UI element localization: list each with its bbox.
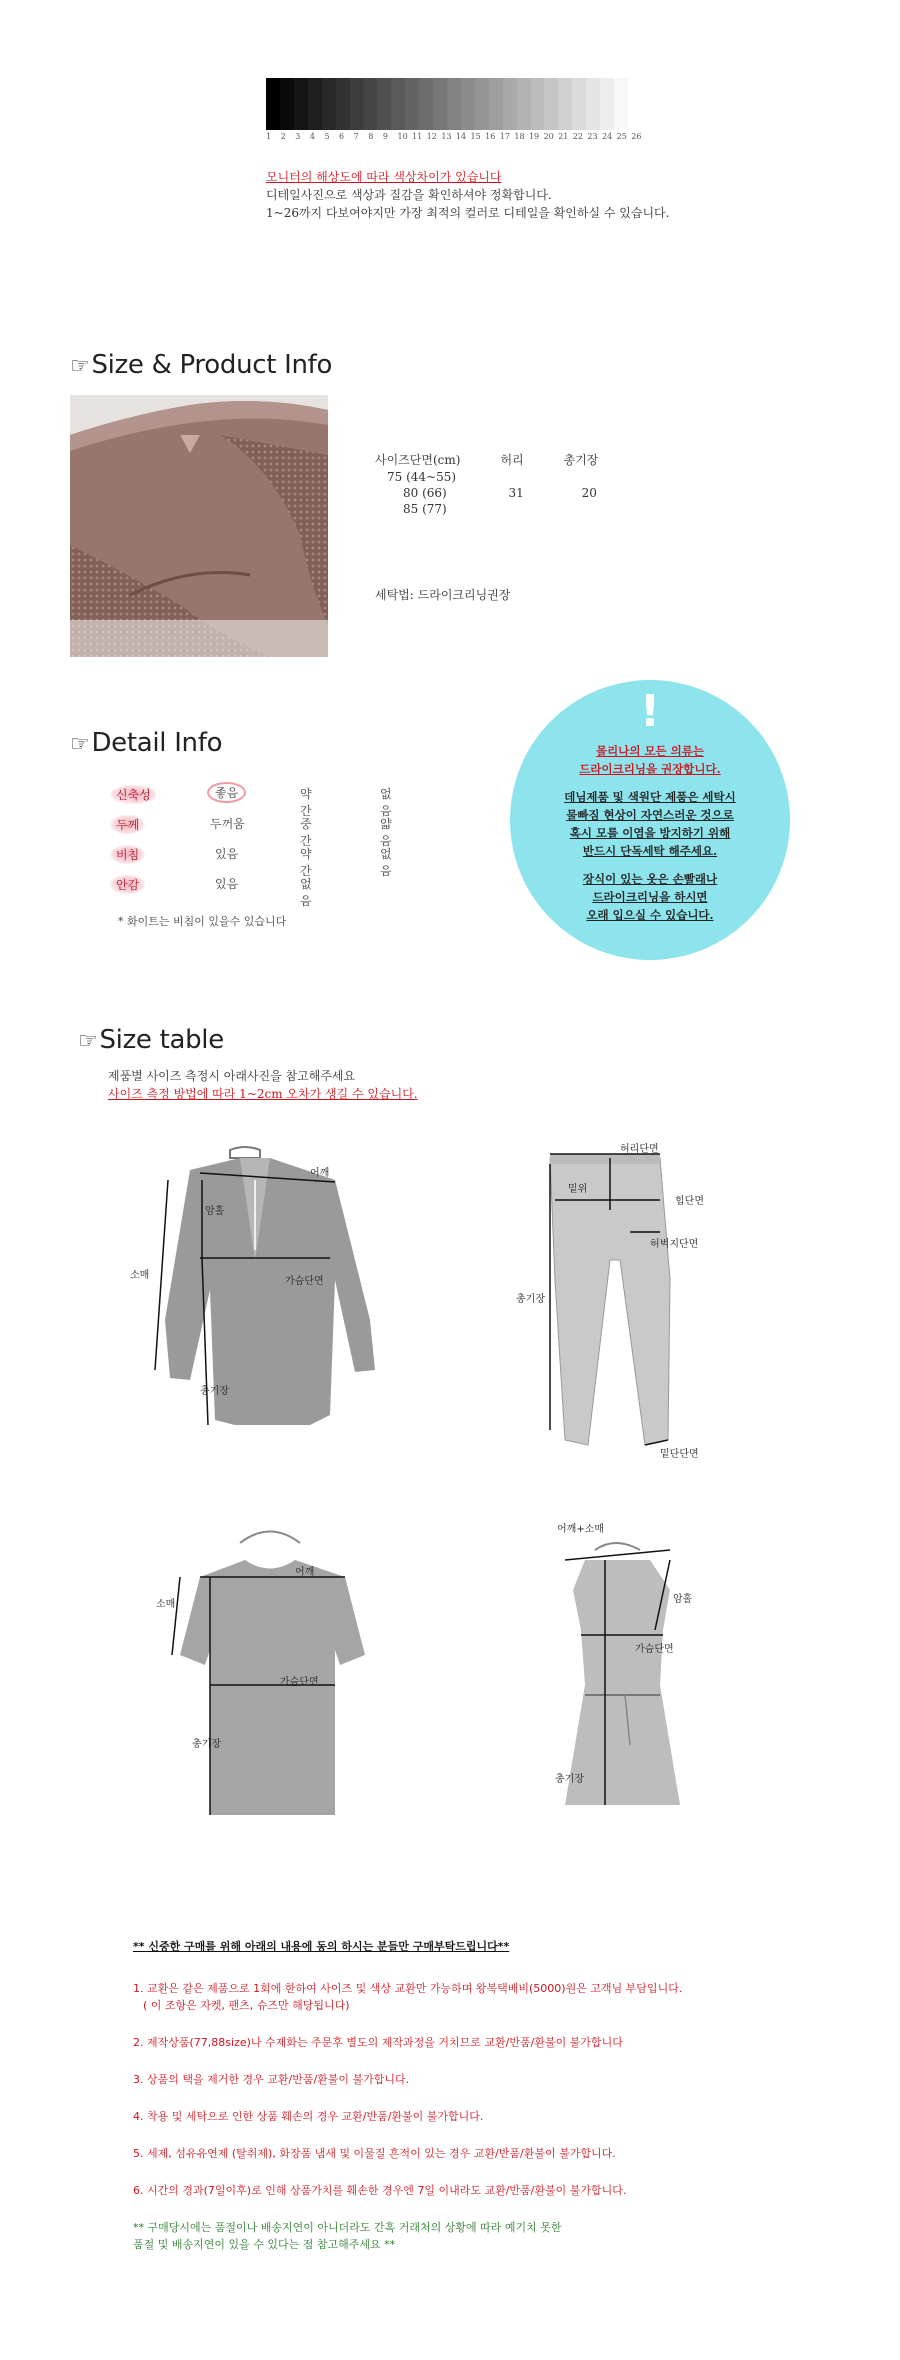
care-notice-circle: ! 몰리나의 모든 의류는 드라이크리닝을 권장합니다. 데님제품 및 색원단 제품은 세탁시 물빠짐 현상이 자연스러운 것으로 혹시 모를 이염을 방지하기 위해 반드시 단독세탁 해주세요. 장식이 있는 옷은 손빨래나 드라이크리닝을 하시면 오래 입으실 수 있습니다. <box>510 680 790 960</box>
pointing-hand-icon: ☞ <box>78 1029 98 1054</box>
table-row: 75 (44~55) <box>387 470 457 484</box>
monitor-notice-line2: 디테일사진으로 색상과 질감을 확인하셔야 정확합니다. <box>266 188 552 202</box>
grayscale-swatch <box>586 78 600 130</box>
grayscale-swatch <box>336 78 350 130</box>
grayscale-calibration-strip <box>266 78 628 130</box>
grayscale-swatch <box>405 78 419 130</box>
grayscale-number: 15 <box>470 132 481 141</box>
grayscale-swatch <box>600 78 614 130</box>
grayscale-number: 8 <box>368 132 374 141</box>
grayscale-swatch <box>447 78 461 130</box>
grayscale-swatch <box>503 78 517 130</box>
monitor-notice-line1: 모니터의 해상도에 따라 색상차이가 있습니다 <box>266 170 502 184</box>
detail-note: * 화이트는 비침이 있을수 있습니다 <box>118 915 287 928</box>
pointing-hand-icon: ☞ <box>70 732 90 757</box>
jacket-illustration <box>130 1140 390 1430</box>
policy-heading: ** 신중한 구매를 위해 아래의 내용에 동의 하시는 분들만 구매부탁드립니다** <box>133 1940 510 1953</box>
grayscale-swatch <box>419 78 433 130</box>
grayscale-swatch <box>363 78 377 130</box>
grayscale-swatch <box>377 78 391 130</box>
dress-illustration <box>545 1520 725 1840</box>
jacket-size-diagram: 어깨 암홀 소매 가슴단면 총기장 <box>130 1140 390 1430</box>
underwear-photo-illustration <box>70 395 328 657</box>
size-info-heading: ☞Size & Product Info <box>70 350 333 380</box>
size-info-table <box>375 450 606 517</box>
table-row: 85 (77) <box>403 502 447 516</box>
detail-grid <box>110 785 392 928</box>
grayscale-swatch <box>544 78 558 130</box>
grayscale-number: 9 <box>382 132 388 141</box>
grayscale-number: 13 <box>441 132 452 141</box>
tee-size-diagram: 어깨 소매 가슴단면 총기장 <box>150 1515 390 1835</box>
grayscale-number: 2 <box>280 132 286 141</box>
grayscale-number: 20 <box>543 132 554 141</box>
size-table-notes: 제품별 사이즈 측정시 아래사진을 참고해주세요 사이즈 측정 방법에 따라 1~2cm 오차가 생길 수 있습니다. <box>108 1069 418 1101</box>
grayscale-number: 3 <box>295 132 301 141</box>
grayscale-swatch <box>517 78 531 130</box>
grayscale-number: 24 <box>602 132 613 141</box>
grayscale-number: 10 <box>397 132 408 141</box>
grayscale-swatch <box>350 78 364 130</box>
grayscale-swatch <box>294 78 308 130</box>
grayscale-swatch <box>433 78 447 130</box>
size-table-heading: ☞Size table <box>78 1025 224 1055</box>
grayscale-swatch <box>266 78 280 130</box>
detail-row-stretch: 신축성 좋음 약간 없음 <box>110 785 278 815</box>
table-row <box>375 450 606 469</box>
grayscale-number: 1 <box>266 132 272 141</box>
grayscale-number: 26 <box>631 132 642 141</box>
monitor-notice-line3: 1~26까지 다보여야지만 가장 최적의 컬러로 디테일을 확인하실 수 있습니다. <box>266 206 670 220</box>
detail-row-sheerness: 비침 있음 약간 없음 <box>110 845 278 875</box>
grayscale-number: 7 <box>353 132 359 141</box>
grayscale-swatch <box>572 78 586 130</box>
grayscale-swatch <box>322 78 336 130</box>
product-photo <box>70 395 328 657</box>
grayscale-number: 25 <box>616 132 627 141</box>
pants-size-diagram: 허리단면 밑위 힙단면 허벅지단면 총기장 밑단단면 <box>510 1140 730 1460</box>
policy-item-6: 6. 시간의 경과(7일이후)로 인해 상품가치를 훼손한 경우엔 7일 이내라도 교환/반품/환불이 불가합니다. <box>133 2184 627 2197</box>
dress-size-diagram: 어깨+소매 암홀 가슴단면 총기장 <box>545 1520 725 1840</box>
size-header: 사이즈단면(cm) <box>375 453 461 467</box>
grayscale-number: 6 <box>339 132 345 141</box>
grayscale-swatch <box>391 78 405 130</box>
grayscale-number: 12 <box>426 132 437 141</box>
table-row: 80 (66) 31 20 <box>403 486 597 500</box>
policy-item-1: 1. 교환은 같은 제품으로 1회에 한하여 사이즈 및 색상 교환만 가능하며 왕복택배비(5000)원은 고객님 부담입니다. ( 이 조항은 자켓, 팬츠, 슈즈만 해당됩니다) <box>133 1982 683 2012</box>
policy-footnote: ** 구매당시에는 품절이나 배송지연이 아니더라도 간혹 거래처의 상황에 따라 예기치 못한 품절 및 배송지연이 있을 수 있다는 점 참고해주세요 ** <box>133 2221 562 2251</box>
grayscale-number: 14 <box>455 132 467 141</box>
policy-item-4: 4. 착용 및 세탁으로 인한 상품 훼손의 경우 교환/반품/환불이 불가합니다. <box>133 2110 484 2123</box>
grayscale-number: 18 <box>514 132 525 141</box>
grayscale-swatch <box>308 78 322 130</box>
purchase-policy <box>133 1938 853 2253</box>
exclamation-icon: ! <box>639 686 661 737</box>
monitor-notice <box>266 168 669 222</box>
policy-item-5: 5. 세제, 섬유유연제 (탈취제), 화장품 냄새 및 이물질 흔적이 있는 경우 교환/반품/환불이 불가합니다. <box>133 2147 616 2160</box>
grayscale-swatch <box>280 78 294 130</box>
selected-option: 좋음 <box>207 782 246 803</box>
policy-item-2: 2. 제작상품(77,88size)나 수제화는 주문후 별도의 제작과정을 거치므로 교환/반품/환불이 불가합니다 <box>133 2036 623 2049</box>
grayscale-swatch <box>558 78 572 130</box>
policy-item-3: 3. 상품의 택을 제거한 경우 교환/반품/환불이 불가합니다. <box>133 2073 410 2086</box>
grayscale-swatch <box>614 78 628 130</box>
grayscale-swatch <box>531 78 545 130</box>
pointing-hand-icon: ☞ <box>70 354 90 379</box>
size-table-block <box>375 450 606 517</box>
grayscale-number: 16 <box>485 132 496 141</box>
detail-info-heading: ☞Detail Info <box>70 728 223 758</box>
tee-illustration <box>150 1515 390 1835</box>
grayscale-swatch <box>461 78 475 130</box>
grayscale-swatch <box>489 78 503 130</box>
wash-method: 세탁법: 드라이크리닝권장 <box>375 588 511 602</box>
grayscale-number: 11 <box>412 132 423 141</box>
grayscale-number: 23 <box>587 132 598 141</box>
grayscale-swatch <box>475 78 489 130</box>
grayscale-numbers <box>266 132 646 141</box>
detail-row-thickness: 두께 두꺼움 중간 얇음 <box>110 815 278 845</box>
length-header: 총기장 <box>563 453 599 467</box>
detail-row-lining: 안감 있음 없음 <box>110 875 278 905</box>
grayscale-number: 5 <box>324 132 330 141</box>
grayscale-number: 17 <box>499 132 510 141</box>
grayscale-number: 4 <box>309 132 315 141</box>
waist-header: 허리 <box>500 453 524 467</box>
grayscale-number: 22 <box>572 132 583 141</box>
grayscale-number: 19 <box>528 132 540 141</box>
grayscale-number: 21 <box>558 132 569 141</box>
